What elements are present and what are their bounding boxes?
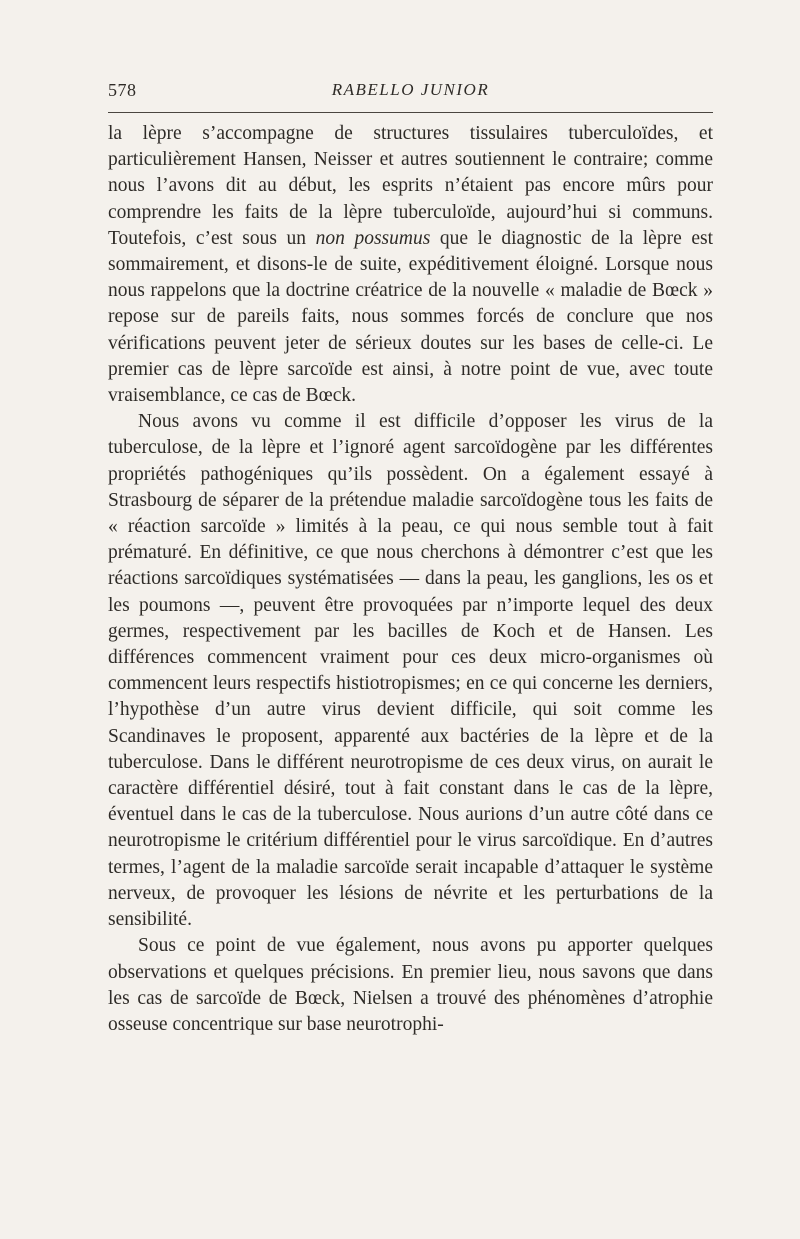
latin-phrase: non possumus [315,227,431,249]
paragraph-1-part-2: que le diagnostic de la lèpre est sommairement, et disons-le de suite, expéditivement éloigné. Lorsque nous nous rappelons que la doctrine créatrice de la nouvelle « maladie de Bœck » repose sur de pareils faits, nous sommes forcés de conclure que nos vérifications peuvent jeter de sérieux doutes sur les bases de celle-ci. Le premier cas de lèpre sarcoïde est ainsi, à notre point de vue, avec toute vraisemblance, ce cas de Bœck. [108,227,713,407]
paragraph-1-part-1: la lèpre s’accompagne de structures tissulaires tuberculoïdes, et particulièrement Hansen, Neisser et autres soutiennent le contraire; comme nous l’avons dit au début, les esprits n’étaient pas encore mûrs pour comprendre les faits de la lèpre tuberculoïde, aujourd’hui si communs. Toutefois, c’est sous un [108,123,713,249]
book-page [108,76,713,1038]
page-number: 578 [108,80,137,100]
paragraph-2: Nous avons vu comme il est difficile d’opposer les virus de la tuberculose, de la lèpre et l’ignoré agent sarcoïdogène par les différentes propriétés pathogéniques qu’ils possèdent. On a également essayé à Strasbourg de séparer de la prétendue maladie sarcoïdogène tous les faits de « réaction sarcoïde » limités à la peau, ce qui nous semble tout à fait prématuré. En définitive, ce que nous cherchons à démontrer c’est que les réactions sarcoïdiques systématisées — dans la peau, les ganglions, les os et les poumons —, peuvent être provoquées par n’importe lequel des deux germes, respectivement par les bacilles de Koch et de Hansen. Les différences commencent vraiment pour ces deux micro-organismes où commencent leurs respectifs histiotropismes; en ce qui concerne les derniers, l’hypothèse d’un autre virus devient difficile, qui soit comme les Scandinaves le proposent, apparenté aux bactéries de la lèpre et de la tuberculose. Dans le différent neurotropisme de ces deux virus, on aurait le caractère différentiel désiré, tout à fait constant dans le cas de la lèpre, éventuel dans le cas de la tuberculose. Nous aurions d’un autre côté dans ce neurotropisme le critérium différentiel pour le virus sarcoïdique. En d’autres termes, l’agent de la maladie sarcoïde serait incapable d’attaquer le système nerveux, de provoquer les lésions de névrite et les perturbations de la sensibilité. [108,411,713,931]
body-text [108,121,713,1038]
header-rule [108,112,713,113]
running-title: RABELLO JUNIOR [331,80,490,99]
paragraph-1 [108,121,713,409]
running-head [108,76,713,104]
paragraph-3: Sous ce point de vue également, nous avons pu apporter quelques observations et quelques précisions. En premier lieu, nous savons que dans les cas de sarcoïde de Bœck, Nielsen a trouvé des phénomènes d’atrophie osseuse concentrique sur base neurotrophi- [108,935,713,1035]
